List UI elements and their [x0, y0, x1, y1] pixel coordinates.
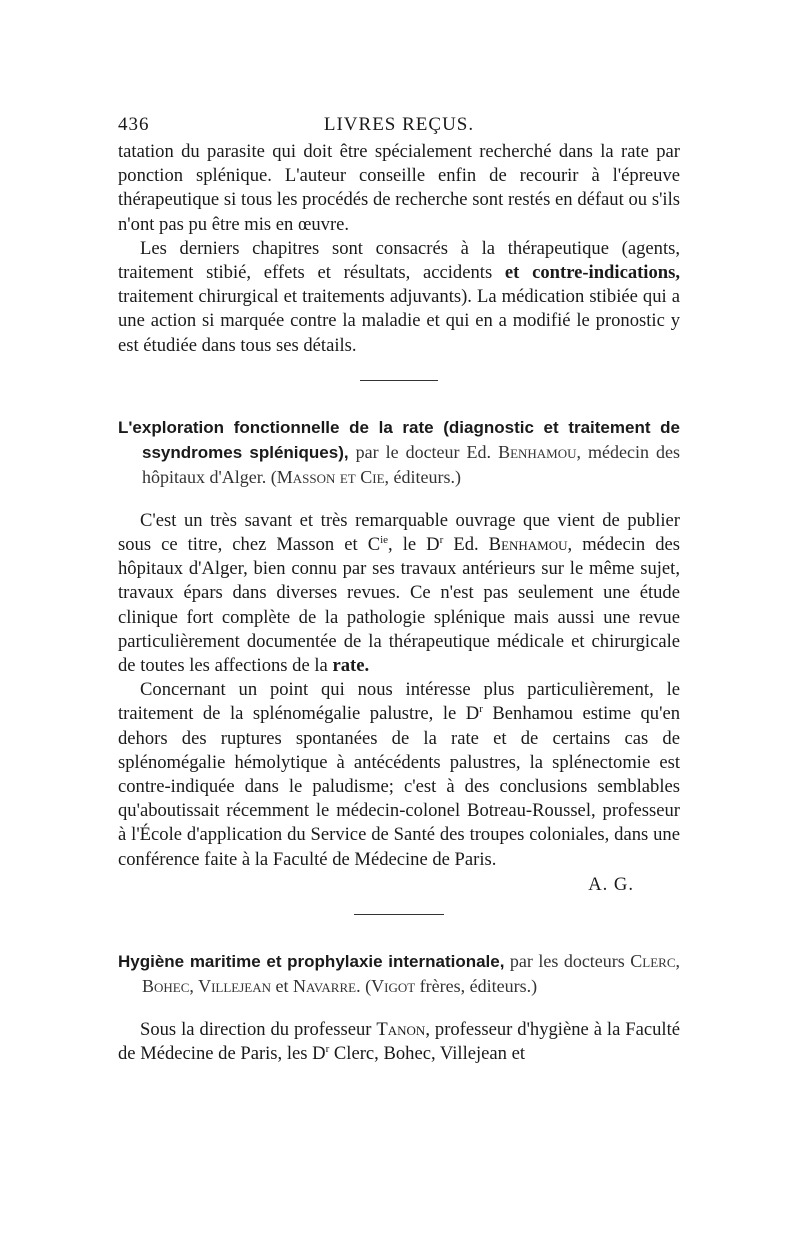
review-1-heading [118, 415, 680, 489]
r1p1-b: , le D [388, 534, 440, 556]
review-2-and: et [271, 975, 293, 996]
intro-p2-end: traitement chirurgical et traitements adjuvants). La médication stibiée qui a une action si marquée contre la maladie et qui en a modifié le pronostic y est étudiée dans tous ses détails. [118, 286, 680, 356]
review-2-authors: Clerc, Bohec, Villejean [142, 950, 680, 996]
review-1-publisher-end: , éditeurs.) [384, 466, 461, 487]
page-number: 436 [118, 114, 150, 135]
r2p1-c: Clerc, Bohec, Villejean et [329, 1043, 526, 1065]
section-divider [360, 380, 438, 381]
review-1-paragraph-1 [118, 509, 680, 678]
review-1-author: Benhamou [498, 441, 577, 462]
r2p1-a: Sous la direction du professeur [140, 1018, 377, 1040]
r2p1-name: Tanon [376, 1018, 426, 1040]
r1p1-author: Benhamou [488, 534, 568, 556]
r1p1-sup2: r [439, 533, 444, 546]
review-2-paren: . ( [356, 975, 372, 996]
review-2-paragraph-1 [118, 1018, 680, 1066]
review-1-by: par le docteur Ed. [348, 441, 499, 462]
r1p2-sup: r [479, 703, 483, 716]
review-2-publisher: Vigot [371, 975, 416, 996]
review-1-paragraph-2 [118, 678, 680, 872]
r1p2-a: Concernant un point qui nous intéresse plus particulièrement, le traitement de la splénomégalie palustre, le D [118, 679, 680, 725]
running-title: LIVRES REÇUS. [323, 114, 475, 135]
r1p1-d: , médecin des hôpitaux d'Alger, bien connu par ses travaux antérieurs sur le même sujet, travaux épars dans diverses revues. Ce n'est pas seulement une étude clinique fort complète de la pathologie splénique mais aussi une revue particulièrement documentée de la thérapeutique médicale et chirurgicale de toutes les affections de la [118, 534, 680, 677]
review-1-signature: A. G. [588, 873, 634, 895]
r1p1-a: C'est un très savant et très remarquable ouvrage que vient de publier sous ce titre, chez Masson et C [118, 509, 680, 556]
review-2-author-last: Navarre [293, 975, 357, 996]
section-divider-2 [354, 914, 444, 915]
review-2-heading [118, 949, 680, 998]
review-1-publisher: Masson et Cie [276, 466, 385, 487]
review-1-affiliation: , médecin des hôpitaux d'Alger. ( [142, 441, 680, 487]
review-2-publisher-end: frères, éditeurs.) [415, 975, 538, 996]
running-header [118, 108, 680, 140]
review-1-title: L'exploration fonctionnelle de la rate (diagnostic et traitement de ssyndromes spléniques), [118, 417, 680, 462]
r1p2-b: Benhamou estime qu'en dehors des ruptures spontanées de la rate et de certains cas de splénomégalie hémolytique à antécédents palustres, la splénectomie est contre-indiquée dans le paludisme; c'est à des conclusions semblables qu'aboutissait récemment le médecin-colonel Botreau-Roussel, professeur à l'École d'application du Service de Santé des troupes coloniales, dans une conférence faite à la Faculté de Médecine de Paris. [118, 703, 680, 870]
intro-paragraph-1: tatation du parasite qui doit être spécialement recherché dans la rate par ponction splénique. L'auteur conseille enfin de recourir à l'épreuve thérapeutique si tous les procédés de recherche sont restés en défaut ou s'ils n'ont pas pu être mis en œuvre. [118, 141, 680, 235]
r1p1-bold: rate. [332, 655, 370, 677]
r2p1-b: , professeur d'hygiène à la Faculté de Médecine de Paris, les D [118, 1018, 680, 1065]
intro-p2-start: Les derniers chapitres sont consacrés à la thérapeutique (agents, traitement stibié, effets et résultats, accidents [118, 237, 680, 284]
review-2-title: Hygiène maritime et prophylaxie internationale, [118, 951, 505, 971]
review-2-by: par les docteurs [504, 950, 631, 971]
intro-p2-bold: et contre-indications, [504, 262, 680, 284]
r1p1-c: Ed. [443, 534, 489, 556]
r1p1-sup: ie [380, 533, 389, 546]
document-page [118, 108, 680, 1066]
r2p1-sup: r [325, 1042, 330, 1055]
intro-paragraph-2 [118, 237, 680, 358]
